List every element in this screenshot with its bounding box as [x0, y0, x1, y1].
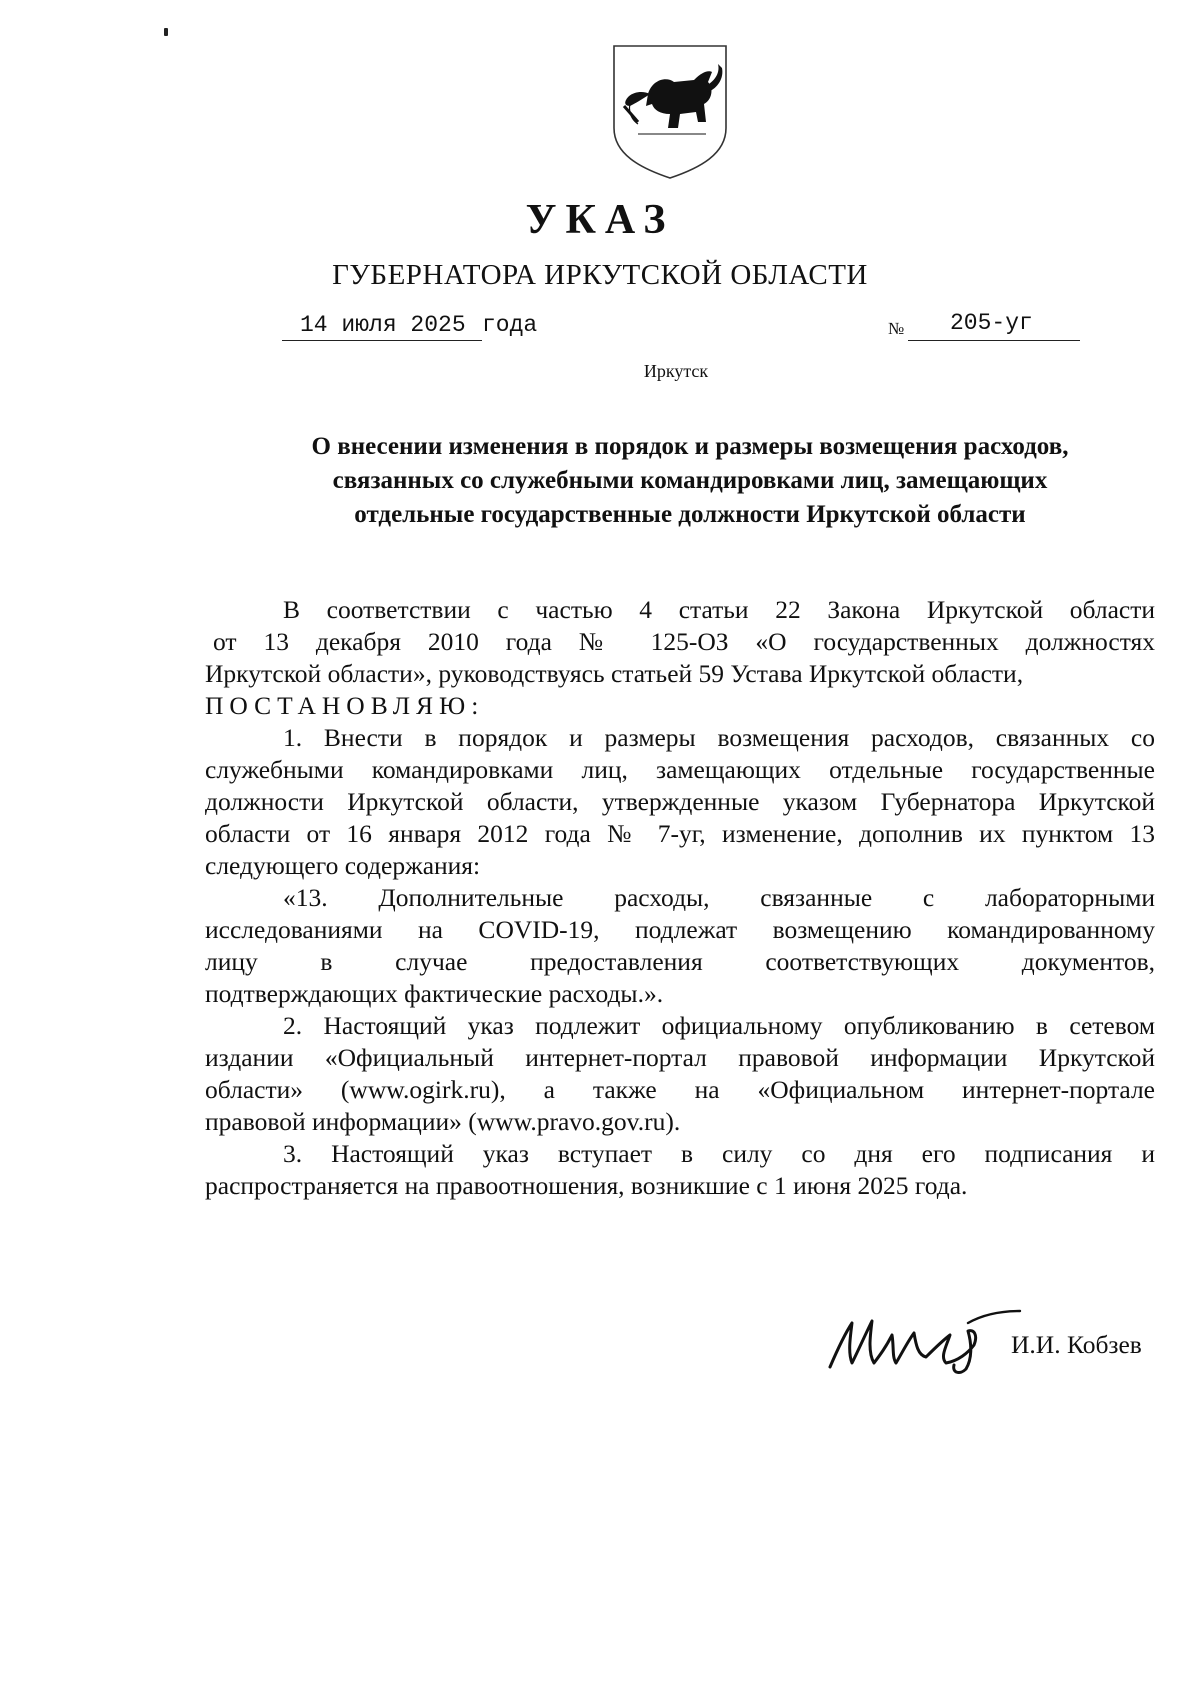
heading-line: связанных со служебными командировками лиц, замещающих	[332, 467, 1048, 494]
body-line: правовой информации» (www.pravo.gov.ru).	[205, 1107, 681, 1136]
body-line: подтверждающих фактические расходы.».	[205, 979, 664, 1008]
number-sign: №	[888, 319, 905, 338]
body-line: издании «Официальный интернет-портал правовой информации Иркутской	[205, 1043, 1155, 1072]
decree-date-suffix: года	[482, 312, 538, 338]
body-line: 3. Настоящий указ вступает в силу со дня его подписания и	[283, 1139, 1155, 1168]
body-line: В соответствии с частью 4 статьи 22 Закона Иркутской области	[283, 595, 1155, 624]
body-line: служебными командировками лиц, замещающих отдельные государственные	[205, 755, 1155, 784]
body-line: 2. Настоящий указ подлежит официальному опубликованию в сетевом	[283, 1011, 1155, 1040]
body-line: от 13 декабря 2010 года № 125-ОЗ «О государственных должностях	[213, 627, 1155, 656]
scan-artifact	[164, 28, 168, 36]
document-type-title: УКАЗ	[525, 197, 675, 243]
body-line: Иркутской области», руководствуясь статьей 59 Устава Иркутской области,	[205, 659, 1024, 688]
resolution-word: ПОСТАНОВЛЯЮ:	[205, 691, 485, 720]
city-label: Иркутск	[643, 361, 709, 381]
body-line: следующего содержания:	[205, 851, 481, 880]
signer-name: И.И. Кобзев	[1011, 1330, 1142, 1359]
handwritten-signature	[822, 1305, 1030, 1377]
decree-date: 14 июля 2025	[300, 312, 466, 338]
body-line: должности Иркутской области, утвержденные указом Губернатора Иркутской	[205, 787, 1155, 816]
body-line: распространяется на правоотношения, возникшие с 1 июня 2025 года.	[205, 1171, 968, 1200]
coat-of-arms-icon	[608, 42, 732, 182]
issuer-title: ГУБЕРНАТОРА ИРКУТСКОЙ ОБЛАСТИ	[332, 259, 868, 291]
heading-line: О внесении изменения в порядок и размеры возмещения расходов,	[311, 433, 1069, 460]
body-line: 1. Внести в порядок и размеры возмещения расходов, связанных со	[283, 723, 1155, 752]
body-line: лицу в случае предоставления соответствующих документов,	[205, 947, 1155, 976]
body-line: «13. Дополнительные расходы, связанные с лабораторными	[283, 883, 1155, 912]
body-line: области от 16 января 2012 года № 7-уг, изменение, дополнив их пунктом 13	[205, 819, 1155, 848]
decree-number: 205-уг	[950, 310, 1033, 336]
decree-heading	[240, 430, 1140, 532]
body-line: области» (www.ogirk.ru), а также на «Официальном интернет-портале	[205, 1075, 1155, 1104]
decree-body	[205, 594, 1155, 1202]
heading-line: отдельные государственные должности Иркутской области	[354, 501, 1026, 528]
body-line: исследованиями на COVID-19, подлежат возмещению командированному	[205, 915, 1155, 944]
